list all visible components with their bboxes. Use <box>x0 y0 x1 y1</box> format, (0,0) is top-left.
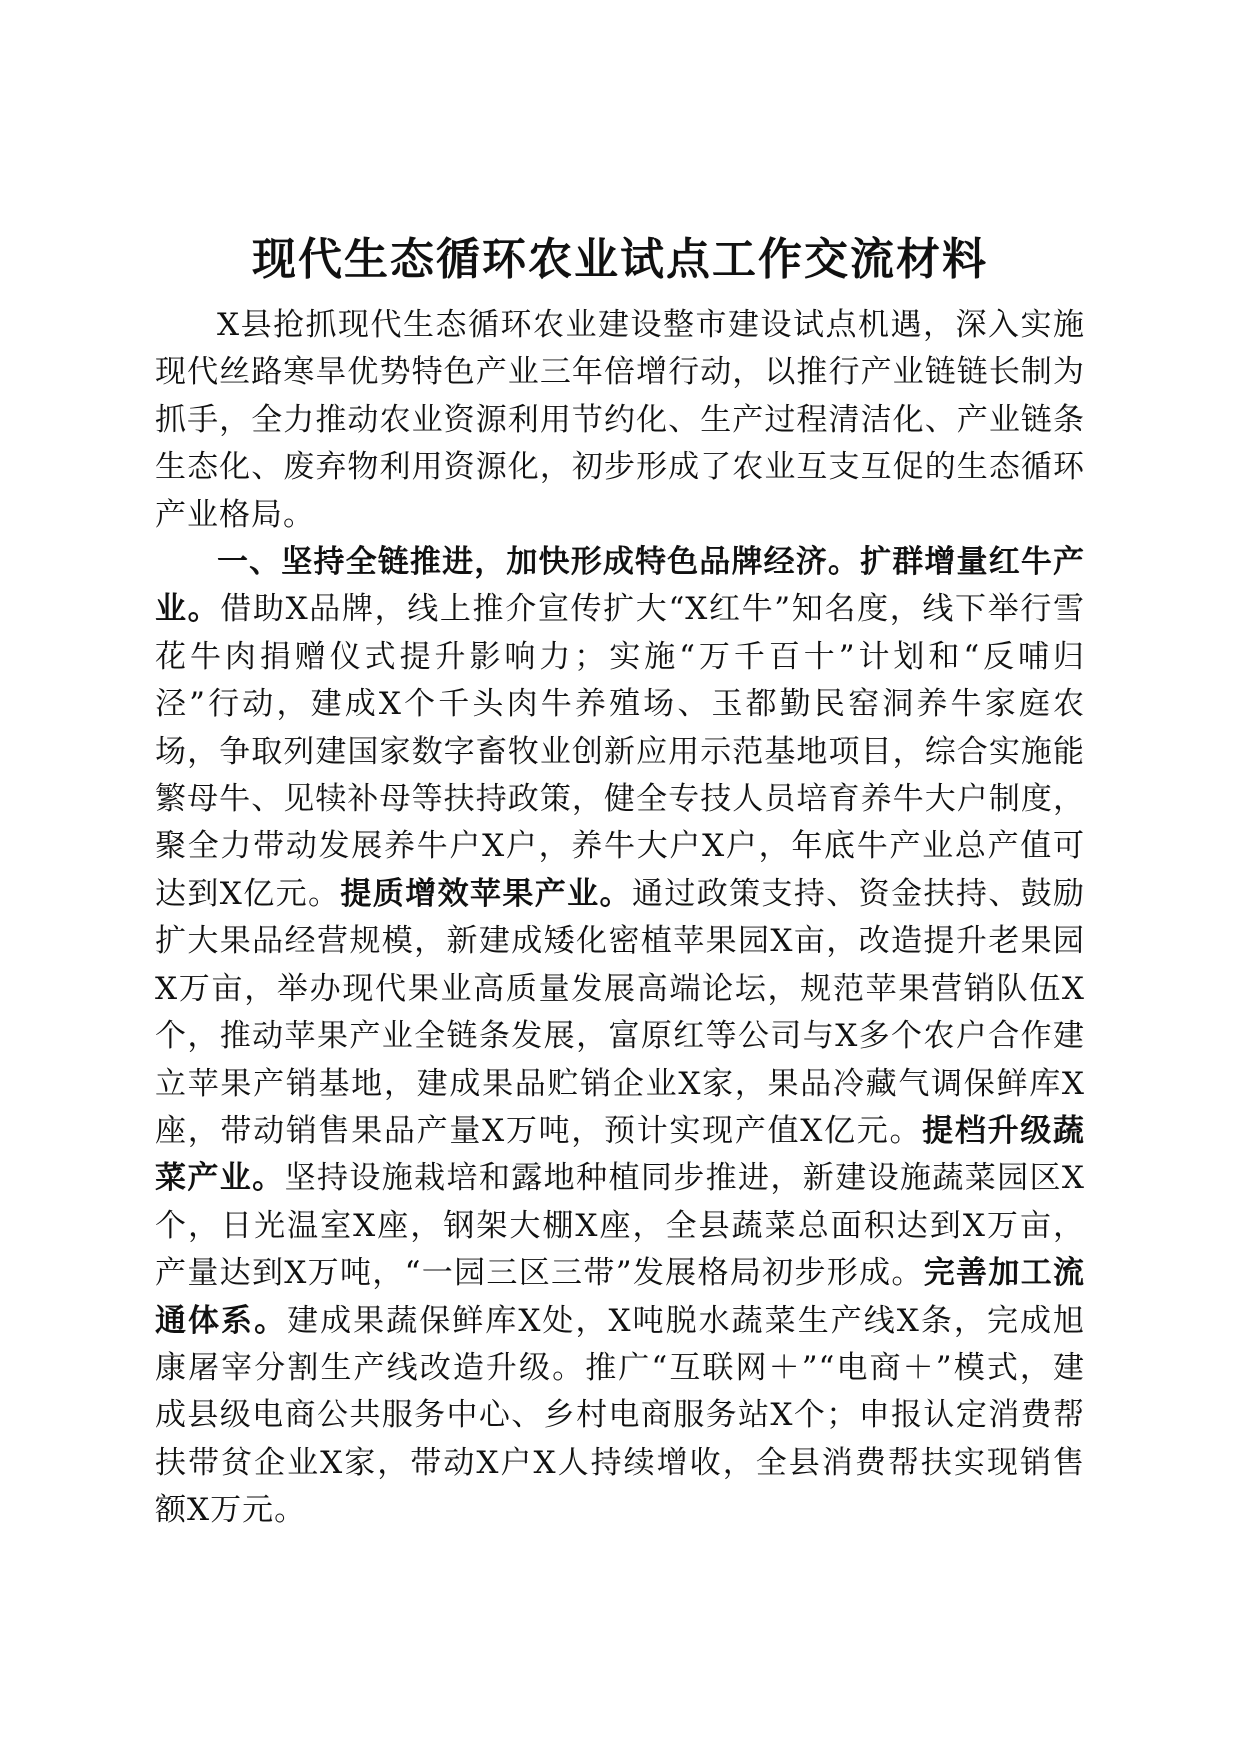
document-page <box>155 232 1085 1535</box>
beef-cattle-heading: 扩群增量红牛产业。 <box>155 544 1086 628</box>
vegetable-heading: 提档升级蔬菜产业。 <box>155 1112 1086 1197</box>
section-1-heading: 一、坚持全链推进，加快形成特色品牌经济。 <box>217 544 861 581</box>
apple-text: 通过政策支持、资金扶持、鼓励扩大果品经营规模，新建成矮化密植苹果园X亩，改造提升老果园X万亩，举办现代果业高质量发展高端论坛，规范苹果营销队伍X个，推动苹果产业全链条发展，富原红等公司与X多个农户合作建立苹果产销基地，建成果品贮销企业X家，果品冷藏气调保鲜库X座，带动销售果品产量X万吨，预计实现产值X亿元。 <box>155 875 1086 1149</box>
vegetable-text: 坚持设施栽培和露地种植同步推进，新建设施蔬菜园区X个，日光温室X座，钢架大棚X座，全县蔬菜总面积达到X万亩，产量达到X万吨，“一园三区三带”发展格局初步形成。 <box>155 1160 1085 1292</box>
document-title: 现代生态循环农业试点工作交流材料 <box>252 234 988 285</box>
apple-heading: 提质增效苹果产业。 <box>340 875 632 912</box>
intro-paragraph: X县抢抓现代生态循环农业建设整市建设试点机遇，深入实施现代丝路寒旱优势特色产业三年倍增行动，以推行产业链链长制为抓手，全力推动农业资源利用节约化、生产过程清洁化、产业链条生态化、废弃物利用资源化，初步形成了农业互支互促的生态循环产业格局。 <box>155 307 1085 533</box>
section-1-paragraph <box>155 539 1085 1535</box>
beef-cattle-text: 借助X品牌，线上推介宣传扩大“X红牛”知名度，线下举行雪花牛肉捐赠仪式提升影响力；实施“万千百十”计划和“反哺归泾”行动，建成X个千头肉牛养殖场、玉都勤民窑洞养牛家庭农场，争取列建国家数字畜牧业创新应用示范基地项目，综合实施能繁母牛、见犊补母等扶持政策，健全专技人员培育养牛大户制度，聚全力带动发展养牛户X户，养牛大户X户，年底牛产业总产值可达到X亿元。 <box>155 591 1085 912</box>
processing-heading: 完善加工流通体系。 <box>155 1255 1086 1339</box>
processing-text: 建成果蔬保鲜库X处，X吨脱水蔬菜生产线X条，完成旭康屠宰分割生产线改造升级。推广“互联网＋”“电商＋”模式，建成县级电商公共服务中心、乡村电商服务站X个；申报认定消费帮扶带贫企业X家，带动X户X人持续增收，全县消费帮扶实现销售额X万元。 <box>155 1302 1086 1529</box>
